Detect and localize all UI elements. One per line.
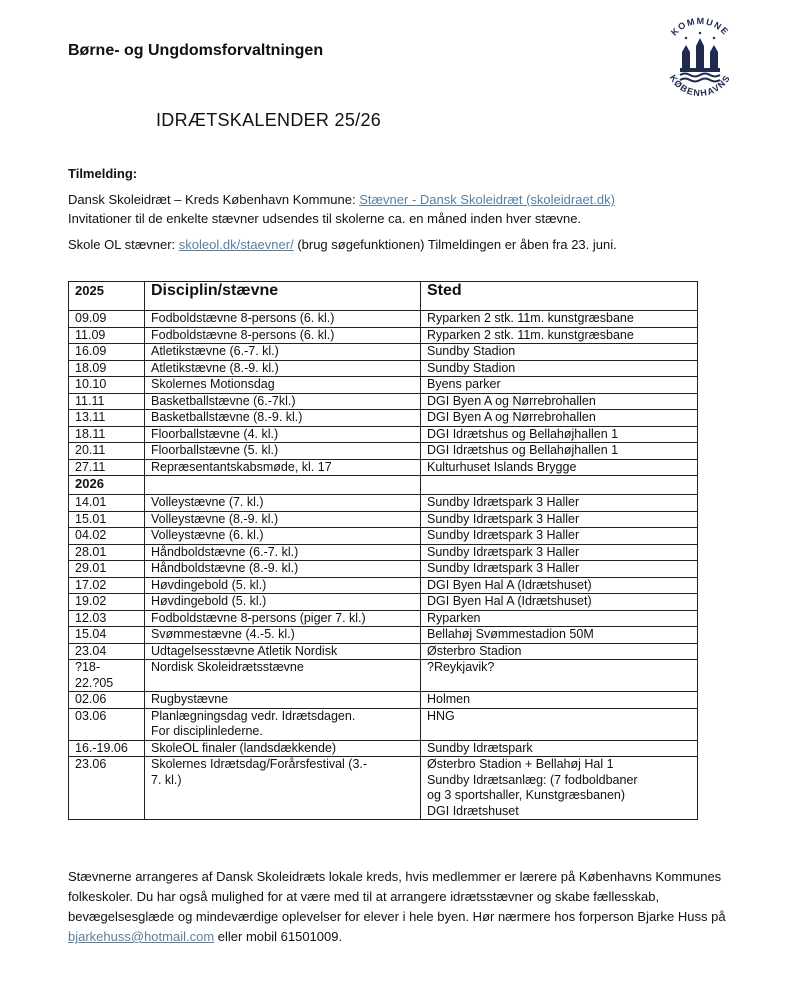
table-row [69,377,698,394]
event-cell: Håndboldstævne (6.-7. kl.) [145,544,421,561]
header-discipline: Disciplin/stævne [145,282,421,311]
event-cell: Nordisk Skoleidrætsstævne [145,660,421,692]
date-cell: 09.09 [69,311,145,328]
page-title: IDRÆTSKALENDER 25/26 [156,110,382,130]
event-cell: Basketballstævne (8.-9. kl.) [145,410,421,427]
table-row [69,561,698,578]
sports-calendar-table [68,281,698,820]
header-year: 2025 [69,282,145,311]
place-cell: DGI Byen Hal A (Idrætshuset) [421,577,698,594]
footer-text: Stævnerne arrangeres af Dansk Skoleidræts lokale kreds, hvis medlemmer er lærere på Københavns Kommunes folkeskoler. Du har også mulighed for at være med til at arrangere idrætsstævner og skabe fællesskab, bevægelsesglæde og mindeværdige oplevelser for elever i hele byen. Hør nærmere hos forperson Bjarke Huss på [68,869,726,924]
registration-line-3 [68,235,617,254]
event-cell: Basketballstævne (6.-7kl.) [145,393,421,410]
event-cell: Volleystævne (8.-9. kl.) [145,511,421,528]
date-cell: 23.04 [69,643,145,660]
place-cell: Kulturhuset Islands Brygge [421,459,698,476]
event-cell: Fodboldstævne 8-persons (6. kl.) [145,311,421,328]
date-cell: 17.02 [69,577,145,594]
registration-line-3-suffix: (brug søgefunktionen) Tilmeldingen er åben fra 23. juni. [293,237,617,252]
event-cell: Rugbystævne [145,692,421,709]
table-row [69,757,698,820]
date-cell: 23.06 [69,757,145,820]
event-cell: Fodboldstævne 8-persons (piger 7. kl.) [145,610,421,627]
place-cell: Byens parker [421,377,698,394]
date-cell: 18.11 [69,426,145,443]
date-cell: 13.11 [69,410,145,427]
place-cell: Bellahøj Svømmestadion 50M [421,627,698,644]
place-cell: DGI Byen A og Nørrebrohallen [421,410,698,427]
table-row [69,327,698,344]
place-cell: HNG [421,708,698,740]
date-cell: 04.02 [69,528,145,545]
date-cell: 02.06 [69,692,145,709]
table-row [69,511,698,528]
table-row [69,426,698,443]
footer-text-end: eller mobil 61501009. [214,929,343,944]
date-cell: 16.09 [69,344,145,361]
table-row [69,660,698,692]
place-cell: Holmen [421,692,698,709]
registration-line-3-prefix: Skole OL stævner: [68,237,179,252]
table-row [69,577,698,594]
table-row [69,528,698,545]
copenhagen-municipality-logo [660,12,740,107]
table-row [69,544,698,561]
event-cell: Fodboldstævne 8-persons (6. kl.) [145,327,421,344]
registration-line-2: Invitationer til de enkelte stævner udsendes til skolerne ca. en måned inden hver stævne. [68,211,582,226]
table-row [69,610,698,627]
date-cell: 19.02 [69,594,145,611]
place-cell: Sundby Idrætspark 3 Haller [421,528,698,545]
year-cell: 2026 [69,476,145,495]
date-cell: 28.01 [69,544,145,561]
date-cell: 03.06 [69,708,145,740]
place-cell: Østerbro Stadion + Bellahøj Hal 1 Sundby Idrætsanlæg: (7 fodboldbaner og 3 sportshaller, Kunstgræsbanen) DGI Idrætshuset [421,757,698,820]
place-cell: Ryparken 2 stk. 11m. kunstgræsbane [421,311,698,328]
date-cell: 29.01 [69,561,145,578]
table-row [69,311,698,328]
date-cell: 20.11 [69,443,145,460]
date-cell: 12.03 [69,610,145,627]
place-cell: Østerbro Stadion [421,643,698,660]
table-row [69,410,698,427]
footer-paragraph [68,867,728,947]
event-cell: Høvdingebold (5. kl.) [145,577,421,594]
event-cell: Udtagelsesstævne Atletik Nordisk [145,643,421,660]
event-cell: Svømmestævne (4.-5. kl.) [145,627,421,644]
table-row [69,344,698,361]
event-cell: Planlægningsdag vedr. Idrætsdagen. For disciplinlederne. [145,708,421,740]
date-cell: 27.11 [69,459,145,476]
place-cell: DGI Idrætshus og Bellahøjhallen 1 [421,426,698,443]
place-cell: DGI Byen Hal A (Idrætshuset) [421,594,698,611]
date-cell: 11.09 [69,327,145,344]
table-row [69,393,698,410]
place-cell: Ryparken 2 stk. 11m. kunstgræsbane [421,327,698,344]
header-place: Sted [421,282,698,311]
event-cell: Høvdingebold (5. kl.) [145,594,421,611]
table-row [69,360,698,377]
place-cell: Sundby Stadion [421,360,698,377]
table-row [69,594,698,611]
table-row [69,740,698,757]
event-cell: Repræsentantskabsmøde, kl. 17 [145,459,421,476]
table-row [69,692,698,709]
place-cell: Ryparken [421,610,698,627]
place-cell: DGI Byen A og Nørrebrohallen [421,393,698,410]
registration-heading: Tilmelding: [68,166,138,181]
event-cell: Volleystævne (6. kl.) [145,528,421,545]
table-row [69,459,698,476]
date-cell: 16.-19.06 [69,740,145,757]
place-cell: DGI Idrætshus og Bellahøjhallen 1 [421,443,698,460]
skoleol-link[interactable]: skoleol.dk/staevner/ [178,237,294,252]
empty-cell [421,476,698,495]
organization-name: Børne- og Ungdomsforvaltningen [68,42,324,59]
place-cell: Sundby Idrætspark [421,740,698,757]
year-row [69,476,698,495]
registration-line-1 [68,190,615,209]
event-cell: Volleystævne (7. kl.) [145,495,421,512]
place-cell: Sundby Idrætspark 3 Haller [421,544,698,561]
table-row [69,627,698,644]
place-cell: Sundby Idrætspark 3 Haller [421,495,698,512]
place-cell: Sundby Idrætspark 3 Haller [421,511,698,528]
table-row [69,643,698,660]
place-cell: ?Reykjavik? [421,660,698,692]
date-cell: 10.10 [69,377,145,394]
date-cell: 11.11 [69,393,145,410]
table-row [69,708,698,740]
svg-text:KØBENHAVNS: KØBENHAVNS [667,72,733,99]
place-cell: Sundby Idrætspark 3 Haller [421,561,698,578]
svg-text:KOMMUNE: KOMMUNE [668,15,732,38]
date-cell: ?18- 22.?05 [69,660,145,692]
table-row [69,443,698,460]
email-link[interactable]: bjarkehuss@hotmail.com [68,929,215,944]
event-cell: Floorballstævne (4. kl.) [145,426,421,443]
empty-cell [145,476,421,495]
date-cell: 14.01 [69,495,145,512]
date-cell: 15.04 [69,627,145,644]
event-cell: Skolernes Motionsdag [145,377,421,394]
table-row [69,495,698,512]
skoleidraet-link[interactable]: Stævner - Dansk Skoleidræt (skoleidraet.dk) [359,192,615,207]
event-cell: SkoleOL finaler (landsdækkende) [145,740,421,757]
event-cell: Håndboldstævne (8.-9. kl.) [145,561,421,578]
registration-line-1-text: Dansk Skoleidræt – Kreds København Kommune: [68,192,360,207]
event-cell: Atletikstævne (8.-9. kl.) [145,360,421,377]
event-cell: Atletikstævne (6.-7. kl.) [145,344,421,361]
date-cell: 18.09 [69,360,145,377]
place-cell: Sundby Stadion [421,344,698,361]
date-cell: 15.01 [69,511,145,528]
table-header-row [69,282,698,311]
event-cell: Skolernes Idrætsdag/Forårsfestival (3.- 7. kl.) [145,757,421,820]
event-cell: Floorballstævne (5. kl.) [145,443,421,460]
